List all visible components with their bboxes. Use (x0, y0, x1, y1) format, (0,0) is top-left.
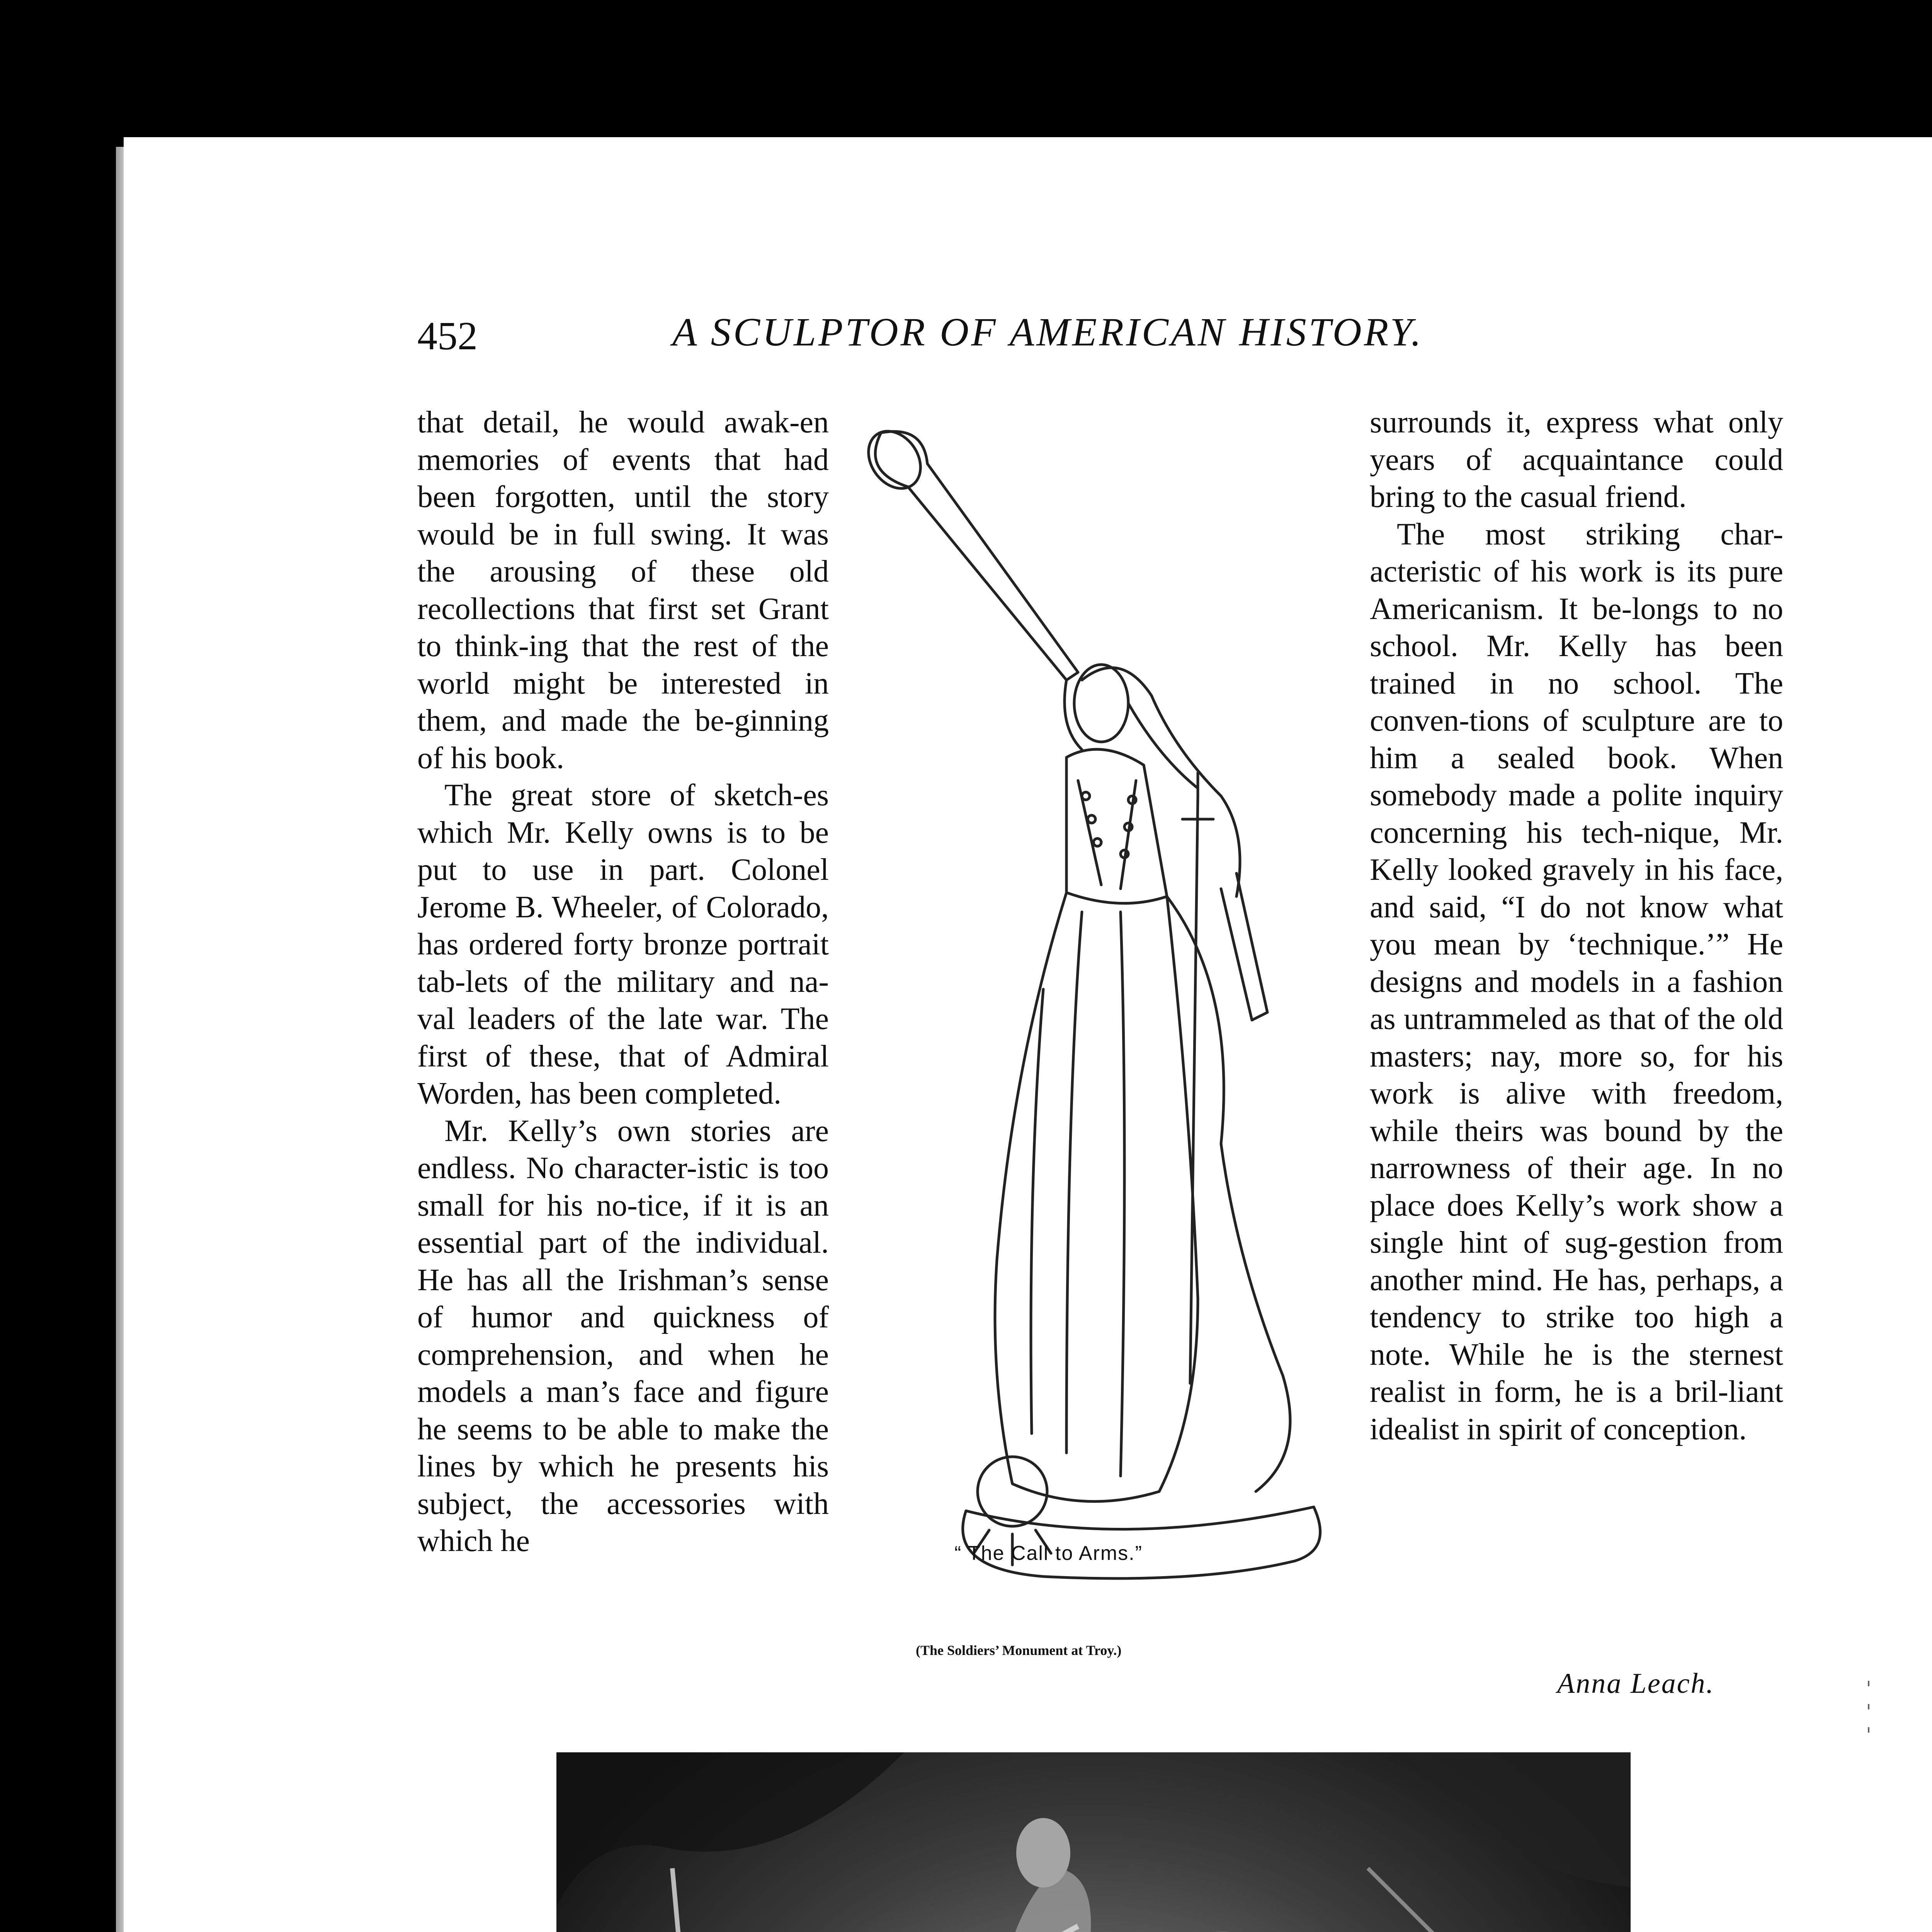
statue-illustration (850, 410, 1352, 1584)
right-text-column (1370, 404, 1783, 1448)
relief-photograph (556, 1752, 1631, 1932)
left-text-column (417, 404, 829, 1560)
paragraph: The great store of sketch-es which Mr. Kelly owns is to be put to use in part. Colonel Jerome B. Wheeler, of Colorado, has ordered forty bronze portrait tab-lets of the military and na-val leaders of the late war. The first of these, that of Admiral Worden, has been completed. (417, 778, 829, 1111)
margin-marks (1866, 1681, 1871, 1735)
page-number: 452 (417, 314, 478, 358)
running-title: A SCULPTOR OF AMERICAN HISTORY. (672, 310, 1423, 354)
paragraph: surrounds it, express what only years of acquaintance could bring to the casual friend. (1370, 405, 1783, 514)
statue-subcaption: (The Soldiers’ Monument at Troy.) (916, 1643, 1122, 1658)
paragraph: Mr. Kelly’s own stories are endless. No character-istic is too small for his no-tice, if it is an essential part of the individual. He has all the Irishman’s sense of humor and quickness of comprehension, and when he models a man’s face and figure he seems to be able to make the lines by which he presents his subject, the accessories with which he (417, 1114, 829, 1558)
paragraph: that detail, he would awak-en memories of events that had been forgotten, until the story would be in full swing. It was the arousing of these old recollections that first set Grant to think-ing that the rest of the world might be interested in them, and made the be-ginning of his book. (417, 405, 829, 775)
paragraph: The most striking char-acteristic of his work is its pure Americanism. It be-longs to no school. Mr. Kelly has been trained in no school. The conven-tions of sculpture are to him a sealed book. When somebody made a polite inquiry concerning his tech-nique, Mr. Kelly looked gravely in his face, and said, “I do not know what you mean by ‘technique.’” He designs and models in a fashion as untrammeled as that of the old masters; nay, more so, for his work is alive with freedom, while theirs was bound by the narrowness of their age. In no place does Kelly’s work show a single hint of sug-gestion from another mind. He has, perhaps, a tendency to strike too high a note. While he is the sternest realist in form, he is a bril-liant idealist in spirit of conception. (1370, 517, 1783, 1446)
page-header (417, 309, 1542, 371)
statue-caption: “ The Call to Arms.” (954, 1542, 1143, 1565)
author-signature: Anna Leach. (1557, 1668, 1715, 1699)
